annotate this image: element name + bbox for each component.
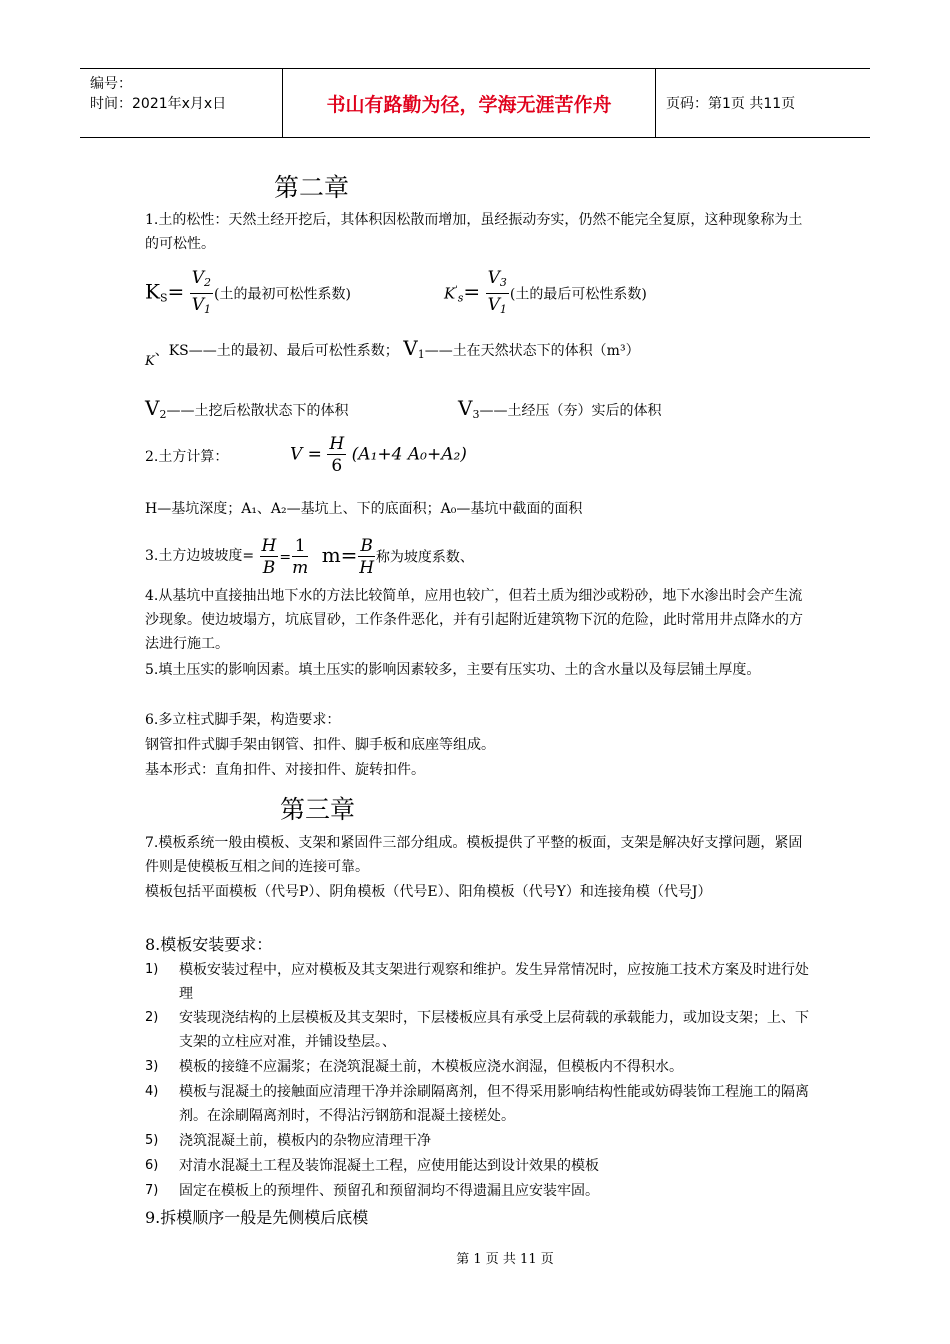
list-num: 3) — [145, 1059, 159, 1074]
heading-8: 8.模板安装要求： — [145, 935, 273, 954]
ks-fraction — [190, 268, 213, 321]
frac1-denominator: V — [191, 295, 204, 315]
number-label: 编号： — [90, 76, 132, 92]
frac2-numerator: V — [487, 268, 500, 288]
list-num: 6) — [145, 1158, 159, 1173]
def2-v3: V — [458, 396, 473, 420]
list-item — [145, 1055, 810, 1079]
slope-fraction-3 — [358, 536, 375, 579]
formula-fraction — [327, 434, 346, 477]
list-item — [145, 958, 810, 1006]
formula-rhs: (A₁+4 A₀+A₂) — [351, 444, 467, 465]
earthwork-formula — [290, 434, 467, 477]
ks-formula: $K_S=$ $\frac{V_2}{V_1}$ (土的最初可松性系数) — [145, 268, 351, 321]
def1-symbol: K — [145, 354, 155, 369]
slope-fraction-1 — [260, 536, 279, 579]
ks-description: (土的最初可松性系数) — [214, 286, 351, 303]
page-header — [80, 68, 870, 138]
definition-line-1 — [145, 336, 640, 369]
slope-f1-num: H — [261, 536, 277, 556]
paragraph-7: 7.模板系统一般由模板、支架和紧固件三部分组成。模板提供了平整的板面，支架是解决好支撑问题，紧固件则是使模板互相之间的连接可靠。 — [145, 835, 803, 875]
paragraph-7b: 模板包括平面模板（代号P）、阴角模板（代号E）、阳角模板（代号Y）和连接角模（代号J） — [145, 884, 712, 900]
list-item — [145, 1154, 810, 1178]
ks-prime-formula: $K'_s=$ $\frac{V_3}{V_1}$ (土的最后可松性系数) — [444, 268, 647, 321]
def2-v2-text: ——土挖后松散状态下的体积 — [166, 403, 349, 419]
list-num: 7) — [145, 1183, 159, 1198]
list-text: 模板的接缝不应漏浆；在浇筑混凝土前，木模板应浇水润湿，但模板内不得积水。 — [179, 1059, 683, 1075]
list-text: 对清水混凝土工程及装饰混凝土工程，应使用能达到设计效果的模板 — [179, 1158, 599, 1174]
slope-formula: 3.土方边坡坡度= $\frac{H}{B}$ = $\frac{1}{m}$ m= $\frac{B}{H}$ 称为坡度系数、 — [145, 536, 474, 578]
formula-denominator: 6 — [331, 456, 343, 476]
list-num: 4) — [145, 1084, 159, 1099]
list-text: 浇筑混凝土前，模板内的杂物应清理干净 — [179, 1133, 431, 1149]
def2-v3-text: ——土经压（夯）实后的体积 — [479, 403, 662, 419]
frac2-denominator-sub: 1 — [499, 303, 507, 316]
page-footer: 第 1 页 共 11 页 — [456, 1252, 554, 1267]
def2-v2: V — [145, 396, 160, 420]
definition-line-2 — [145, 396, 348, 421]
paragraph-6c: 基本形式：直角扣件、对接扣件、旋转扣件。 — [145, 762, 425, 778]
list-item — [145, 1006, 810, 1054]
def2-v2-sub: 2 — [159, 408, 167, 421]
ks-prime-fraction — [486, 268, 509, 321]
list-item — [145, 1129, 810, 1153]
header-page-info: 页码：第1页 共11页 — [666, 96, 796, 112]
date-label: 时间：2021年x月x日 — [90, 96, 227, 112]
slope-label: 3.土方边坡坡度= — [145, 547, 255, 564]
slope-f2-num: 1 — [292, 536, 308, 557]
list-text: 模板与混凝土的接触面应清理干净并涂刷隔离剂，但不得采用影响结构性能或妨碍装饰工程施工的隔离剂。在涂刷隔离剂时，不得沾污钢筋和混凝土接槎处。 — [179, 1084, 809, 1124]
formula-numerator: H — [329, 434, 345, 454]
heading-9: 9.拆模顺序一般是先侧模后底模 — [145, 1208, 369, 1227]
formula-lhs: V = — [290, 444, 322, 465]
slope-tail: 称为坡度系数、 — [375, 549, 474, 566]
slope-f1-den: B — [262, 558, 276, 578]
def1-v1-sub: 1 — [417, 348, 425, 361]
def1-text: 、KS——土的最初、最后可松性系数； — [154, 343, 399, 359]
paragraph-1: 1.土的松性：天然土经开挖后，其体积因松散而增加，虽经振动夯实，仍然不能完全复原，这种现象称为土的可松性。 — [145, 212, 803, 252]
definition-line-2b — [458, 396, 661, 421]
list-item — [145, 1080, 810, 1128]
paragraph-4: 4.从基坑中直接抽出地下水的方法比较简单，应用也较广，但若土质为细沙或粉砂，地下水渗出时会产生流沙现象。使边坡塌方，坑底冒砂，工作条件恶化，并有引起附近建筑物下沉的危险，此时常用井点降水的方法进行施工。 — [145, 588, 803, 652]
slope-f3-den: H — [359, 558, 375, 578]
def2-v3-sub: 3 — [472, 408, 480, 421]
ks-prime-symbol: K — [444, 284, 456, 303]
def1-v1: V — [403, 336, 418, 360]
slope-f3-num: B — [360, 536, 373, 556]
list-text: 安装现浇结构的上层模板及其支架时，下层楼板应具有承受上层荷载的承载能力，或加设支架；上、下支架的立柱应对准，并铺设垫层。、 — [179, 1010, 809, 1050]
slope-fraction-2 — [292, 536, 308, 579]
list-text: 固定在模板上的预埋件、预留孔和预留洞均不得遗漏且应安装牢固。 — [179, 1183, 599, 1199]
chapter-3-title: 第三章 — [280, 795, 356, 824]
list-num: 5) — [145, 1133, 159, 1148]
list-item — [145, 1179, 810, 1203]
chapter-2-title: 第二章 — [274, 173, 350, 202]
paragraph-5: 5.填土压实的影响因素。填土压实的影响因素较多，主要有压实功、土的含水量以及每层铺土厚度。 — [145, 662, 761, 678]
earthwork-calc-label: 2.土方计算： — [145, 449, 229, 465]
ks-prime-mark: ' — [455, 285, 458, 296]
frac1-numerator: V — [191, 268, 204, 288]
list-num: 2) — [145, 1010, 159, 1025]
frac1-denominator-sub: 1 — [204, 303, 211, 316]
slope-f2-den: m — [292, 558, 309, 578]
earthwork-definitions: H—基坑深度；A₁、A₂—基坑上、下的底面积；A₀—基坑中截面的面积 — [145, 501, 583, 517]
def1-v1-text: ——土在天然状态下的体积（m³） — [424, 343, 640, 359]
list-num: 1) — [145, 962, 159, 977]
ks-prime-subscript: s — [457, 291, 464, 305]
slope-m: m= — [321, 542, 358, 567]
paragraph-6a: 6.多立柱式脚手架，构造要求： — [145, 712, 341, 728]
frac1-numerator-sub: 2 — [204, 276, 211, 289]
ks-symbol: K — [145, 279, 160, 304]
header-meta — [80, 69, 282, 137]
frac2-denominator: V — [487, 295, 500, 315]
ks-subscript: S — [159, 291, 168, 305]
header-motto: 书山有路勤为径，学海无涯苦作舟 — [282, 69, 656, 137]
frac2-numerator-sub: 3 — [499, 276, 507, 289]
list-text: 模板安装过程中，应对模板及其支架进行观察和维护。发生异常情况时，应按施工技术方案及时进行处理 — [179, 962, 809, 1002]
ks-prime-description: (土的最后可松性系数) — [509, 286, 647, 303]
paragraph-6b: 钢管扣件式脚手架由钢管、扣件、脚手板和底座等组成。 — [145, 737, 495, 753]
